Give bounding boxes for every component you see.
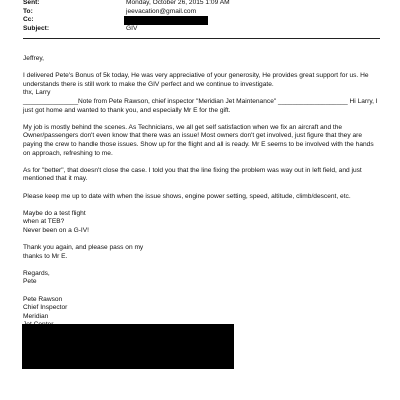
body-line: Please keep me up to date with when the issue shows, engine power setting, speed, altitude, climb/descent, etc. xyxy=(23,192,351,200)
body-line: _______________Note from Pete Rawson, chief inspector "Meridian Jet Maintenance" ___________________ Hi Larry, I xyxy=(23,97,378,105)
paragraph-better xyxy=(23,167,383,184)
sent-label: Sent: xyxy=(23,0,40,6)
greeting: Jeffrey, xyxy=(23,55,45,62)
signature-line: Chief Inspector xyxy=(23,304,68,312)
body-line: Thank you again, and please pass on my xyxy=(23,244,144,252)
body-line: Maybe do a test flight xyxy=(23,209,86,217)
email-body xyxy=(23,55,383,330)
body-line: understands there is still work to make the GIV perfect and we continue to investigate. xyxy=(23,80,274,88)
paragraph-job xyxy=(23,124,383,158)
paragraph-update xyxy=(23,193,383,202)
body-line: As for "better", that doesn't close the case. I told you that the line fixing the problem was way out in left field, and just xyxy=(23,166,362,174)
body-line: I delivered Pete's Bonus of 5k today, He was very appreciative of your generosity, He provides great support for us. He xyxy=(23,72,369,80)
subject-label: Subject: xyxy=(23,25,50,32)
body-line: Regards, xyxy=(23,269,50,277)
signature-redaction xyxy=(22,324,234,369)
to-value: jeevacation@gmail.com xyxy=(126,8,197,15)
body-line: just got home and wanted to thank you, and especially Mr E for the gift. xyxy=(23,106,231,114)
body-line: paying the crew to handle those issues. Show up for the flight and all is ready. Mr E seems to be involved with the hands xyxy=(23,140,374,148)
body-line: when at TEB? xyxy=(23,218,65,226)
paragraph-regards xyxy=(23,270,383,287)
body-line: Never been on a G-IV! xyxy=(23,226,89,234)
paragraph-thanks xyxy=(23,244,383,261)
body-line: thanks to Mr E. xyxy=(23,252,68,260)
signature-line: Meridian xyxy=(23,312,49,320)
body-line: on approach, refreshing to me. xyxy=(23,149,113,157)
subject-value: GIV xyxy=(126,25,138,32)
body-line: mentioned that it may. xyxy=(23,175,88,183)
to-label: To: xyxy=(23,8,33,15)
paragraph-test-flight xyxy=(23,210,383,236)
signature-line: Pete Rawson xyxy=(23,295,63,303)
body-line: thx, Larry xyxy=(23,89,51,97)
body-line: Owner/passengers don't even know that there was an issue! Most owners don't get involved, just figure that they are xyxy=(23,132,362,140)
body-line: My job is mostly behind the scenes. As Technicians, we all get self satisfaction when we fix an aircraft and the xyxy=(23,123,343,131)
sent-value: Monday, October 26, 2015 1:09 AM xyxy=(126,0,230,6)
paragraph-bonus xyxy=(23,72,383,115)
cc-redaction xyxy=(124,16,208,25)
body-line: Pete xyxy=(23,278,37,286)
header-divider xyxy=(23,38,380,39)
cc-label: Cc: xyxy=(23,16,34,23)
